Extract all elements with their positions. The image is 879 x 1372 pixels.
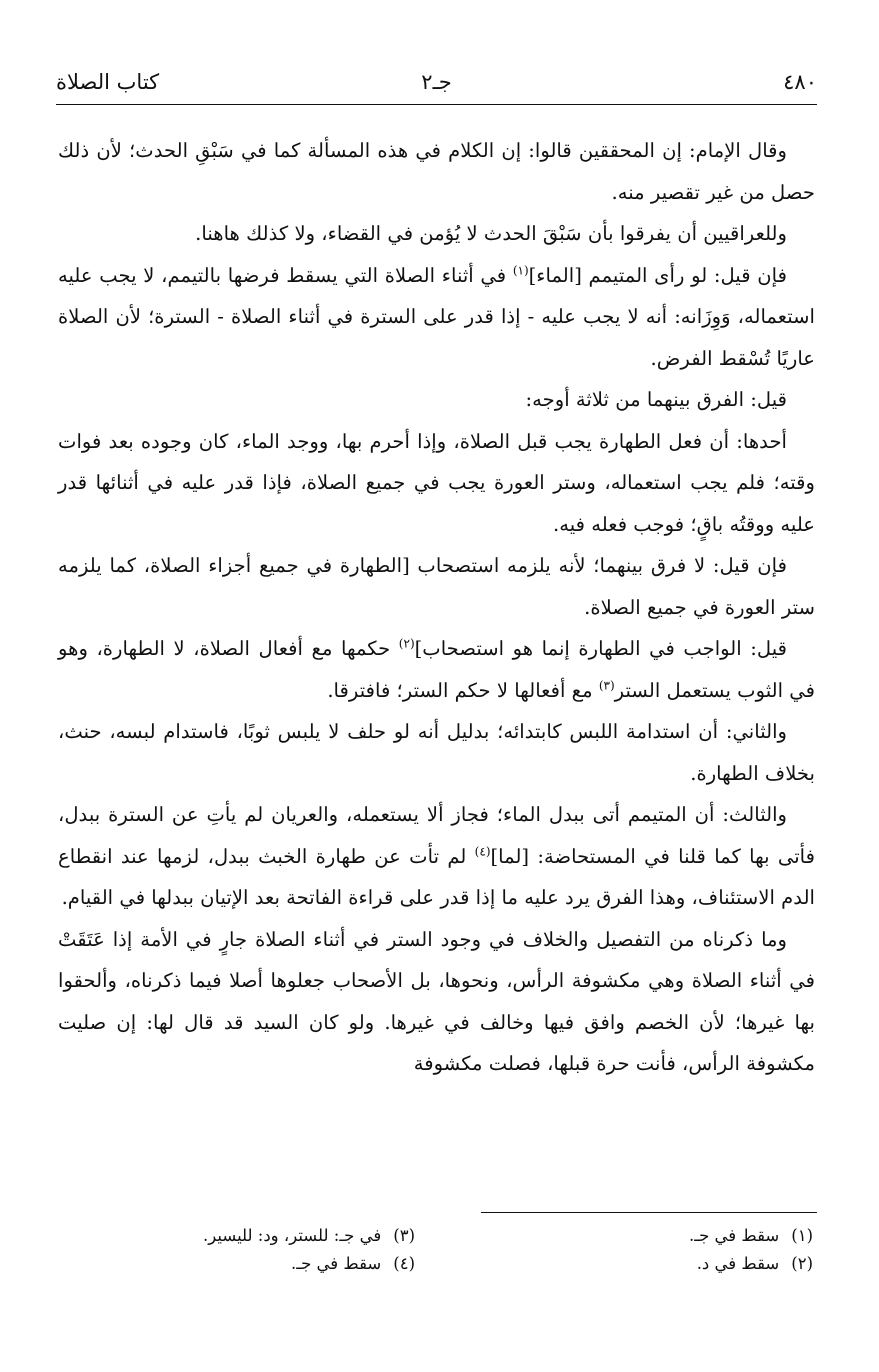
paragraph: فإن قيل: لا فرق بينهما؛ لأنه يلزمه استصحاب [الطهارة في جميع أجزاء الصلاة، كما يلزمه ستر العورة في جميع الصلاة. <box>58 554 815 619</box>
footnote-separator <box>481 1212 817 1213</box>
paragraph: قيل: الواجب في الطهارة إنما هو استصحاب]$^{(٢)}$ حكمها مع أفعال الصلاة، لا الطهارة، وهو في الثوب يستعمل الستر$^{(٣)}$ مع أفعالها لا حكم الستر؛ فافترقا. <box>58 636 815 702</box>
paragraph: قيل: الفرق بينهما من ثلاثة أوجه: <box>525 388 787 411</box>
main-text <box>58 130 815 1085</box>
footnote-ref: (٣) <box>598 677 615 692</box>
footnote-text: سقط في د. <box>696 1254 780 1273</box>
footnote-ref: (١) <box>512 262 529 277</box>
footnote-text: سقط في جـ. <box>291 1254 382 1273</box>
paragraph: والثاني: أن استدامة اللبس كابتدائه؛ بدليل أنه لو حلف لا يلبس ثوبًا، فاستدام لبسه، حنث، بخلاف الطهارة. <box>58 720 815 785</box>
footnote-text: سقط في جـ. <box>689 1226 780 1245</box>
paragraph: فإن قيل: لو رأى المتيمم [الماء]$^{(١)}$ في أثناء الصلاة التي يسقط فرضها بالتيمم، لا يجب عليه استعماله، وَوِزَانه: أنه لا يجب عليه - إذا قدر على السترة في أثناء الصلاة - السترة؛ لأن الصلاة عاريًا تُسْقط الفرض. <box>58 262 815 370</box>
footnote <box>203 1222 415 1250</box>
footnote-number: (٢) <box>791 1254 813 1273</box>
footnote <box>697 1250 813 1278</box>
paragraph: أحدها: أن فعل الطهارة يجب قبل الصلاة، وإذا أحرم بها، ووجد الماء، كان وجوده بعد فوات وقته؛ فلم يجب استعماله، وستر العورة يجب في جميع الصلاة، فإذا قدر عليه في أثنائها قدر عليه ووقتُه باقٍ؛ فوجب فعله فيه. <box>58 429 815 536</box>
footnote-ref: (٢) <box>398 636 415 651</box>
page-number: ٤٨٠ <box>783 70 817 94</box>
header-rule <box>56 104 817 105</box>
footnote-number: (١) <box>791 1226 813 1245</box>
footnote-number: (٤) <box>393 1254 415 1273</box>
paragraph: وللعراقيين أن يفرقوا بأن سَبْقَ الحدث لا يُؤمن في القضاء، ولا كذلك هاهنا. <box>195 222 787 245</box>
running-header <box>56 62 817 102</box>
paragraph: وما ذكرناه من التفصيل والخلاف في وجود الستر في أثناء الصلاة جارٍ في الأمة إذا عَتَقَتْ في أثناء الصلاة وهي مكشوفة الرأس، ونحوها، بل الأصحاب جعلوها أصلا فيما ذكرناه، وألحقوا بها غيرها؛ لأن الخصم وافق فيها وخالف في غيرها. ولو كان السيد قد قال لها: إن صليت مكشوفة الرأس، فأنت حرة قبلها، فصلت مكشوفة <box>58 927 815 1075</box>
footnote-ref: (٤) <box>474 843 491 858</box>
footnote-text: في جـ: للستر، ود: لليسير. <box>203 1226 382 1245</box>
footnote <box>689 1222 813 1250</box>
book-title: كتاب الصلاة <box>56 70 160 94</box>
footnote-number: (٣) <box>393 1226 415 1245</box>
footnote <box>291 1250 415 1278</box>
volume-label: جـ٢ <box>421 70 452 94</box>
paragraph: وقال الإمام: إن المحققين قالوا: إن الكلام في هذه المسألة كما في سَبْقِ الحدث؛ لأن ذلك حصل من غير تقصير منه. <box>58 139 815 204</box>
paragraph: والثالث: أن المتيمم أتى ببدل الماء؛ فجاز ألا يستعمله، والعريان لم يأتِ عن السترة ببدل، فأتى بها كما قلنا في المستحاضة: [لما]$^{(٤)}$ لم تأت عن طهارة الخبث ببدل، لزمها عند انقطاع الدم الاستئناف، وهذا الفرق يرد عليه ما إذا قدر على قراءة الفاتحة بعد الإتيان ببدلها في القيام. <box>58 803 815 909</box>
